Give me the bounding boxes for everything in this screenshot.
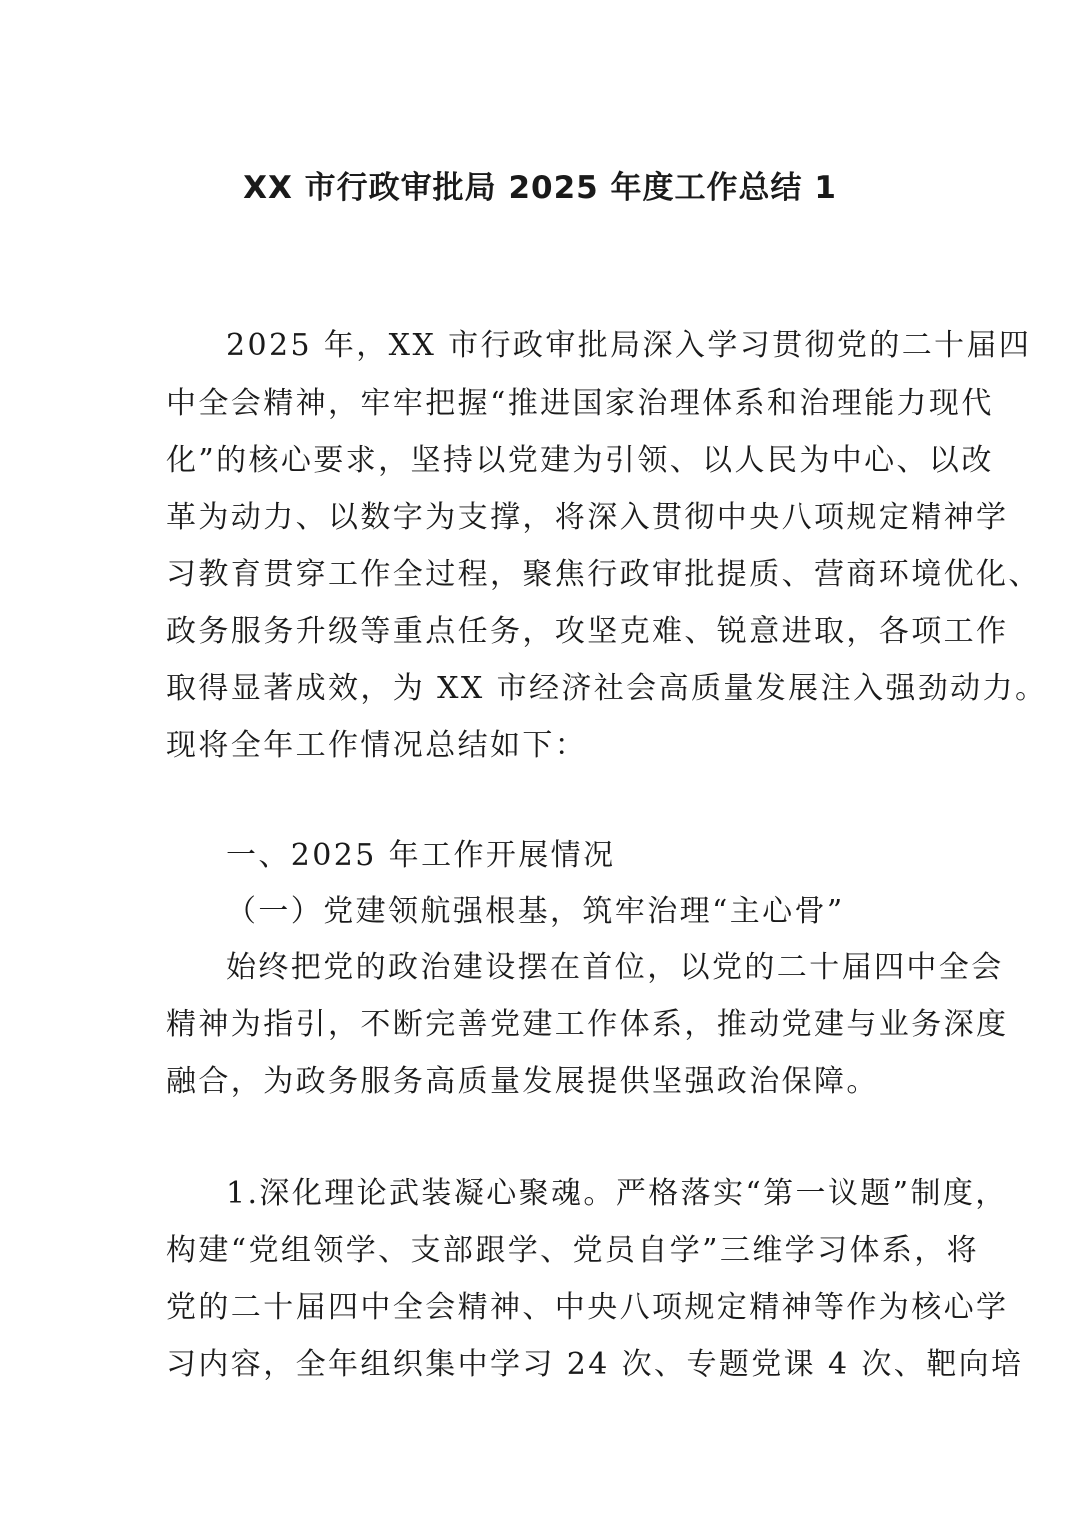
intro-line-2: 中全会精神，牢牢把握“推进国家治理体系和治理能力现代 <box>166 386 994 421</box>
subsection-line-1: 始终把党的政治建设摆在首位，以党的二十届四中全会 <box>226 950 1004 985</box>
intro-line-4: 革为动力、以数字为支撑，将深入贯彻中央八项规定精神学 <box>166 500 1009 535</box>
subsection-heading: （一）党建领航强根基，筑牢治理“主心骨” <box>226 894 845 929</box>
item1-line-1: 1.深化理论武装凝心聚魂。严格落实“第一议题”制度， <box>226 1176 1008 1211</box>
subsection-line-2: 精神为指引，不断完善党建工作体系，推动党建与业务深度 <box>166 1007 1009 1042</box>
item1-line-4: 习内容，全年组织集中学习 24 次、专题党课 4 次、靶向培 <box>166 1347 1024 1382</box>
item1-line-2: 构建“党组领学、支部跟学、党员自学”三维学习体系，将 <box>166 1233 980 1268</box>
intro-line-5: 习教育贯穿工作全过程，聚焦行政审批提质、营商环境优化、 <box>166 557 1041 592</box>
section-heading: 一、2025 年工作开展情况 <box>226 838 616 873</box>
subsection-line-3: 融合，为政务服务高质量发展提供坚强政治保障。 <box>166 1064 879 1099</box>
item1-line-3: 党的二十届四中全会精神、中央八项规定精神等作为核心学 <box>166 1290 1009 1325</box>
intro-line-8: 现将全年工作情况总结如下： <box>166 728 588 763</box>
intro-line-1: 2025 年，XX 市行政审批局深入学习贯彻党的二十届四 <box>226 328 1032 363</box>
document-title: XX 市行政审批局 2025 年度工作总结 1 <box>243 170 837 206</box>
intro-line-6: 政务服务升级等重点任务，攻坚克难、锐意进取，各项工作 <box>166 614 1009 649</box>
intro-line-3: 化”的核心要求，坚持以党建为引领、以人民为中心、以改 <box>166 443 994 478</box>
intro-line-7: 取得显著成效，为 XX 市经济社会高质量发展注入强劲动力。 <box>166 671 1048 706</box>
